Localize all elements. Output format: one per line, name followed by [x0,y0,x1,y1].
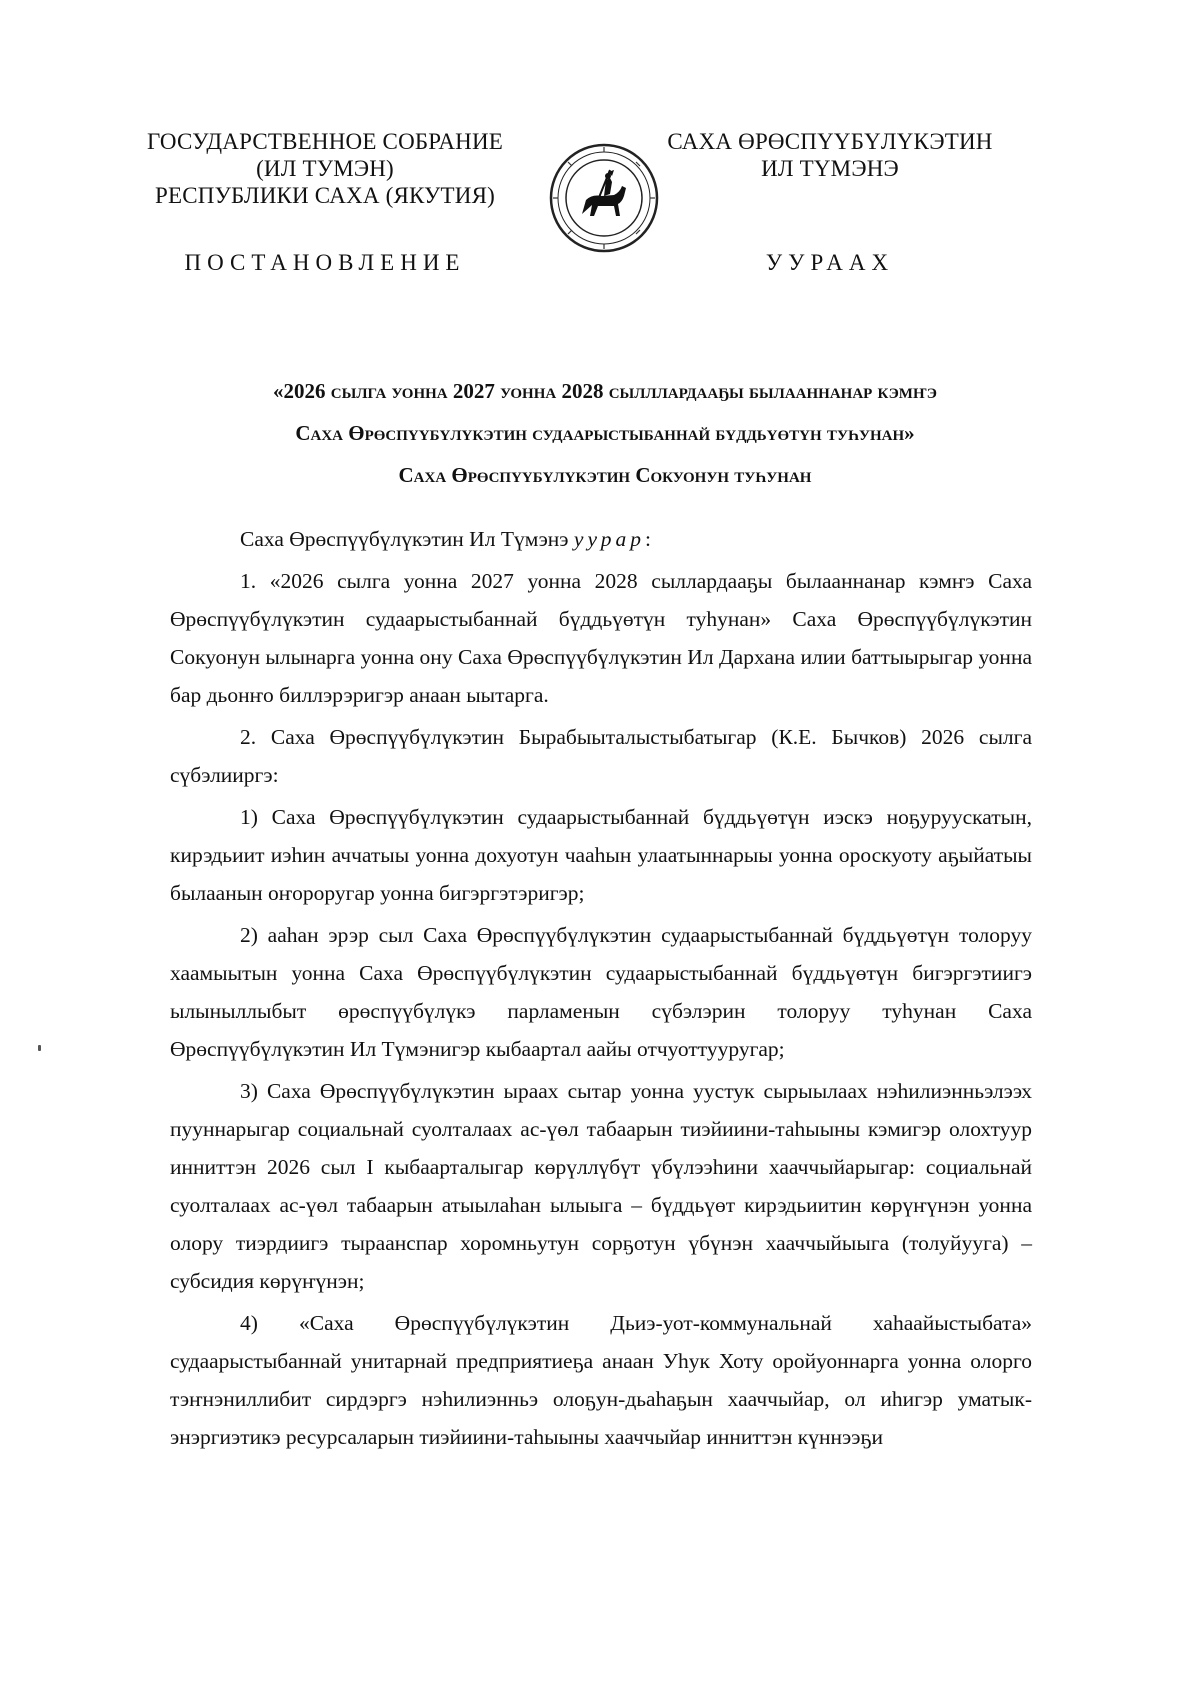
document-title [170,370,1040,496]
header-left-line-1: ГОСУДАРСТВЕННОЕ СОБРАНИЕ [146,129,504,154]
subitem-3: 3) Саха Өрөспүүбүлүкэтин ыраах сытар уонна уустук сырыылаах нэһилиэнньэлээх пууннарыгар социальнай суолталаах ас-үөл табаарын тиэйиини-таһыыны кэмигэр олохтуур инниттэн 2026 сыл I кыбаарталыгар көрүллүбүт үбүлээһини хааччыйарыгар: социальнай суолталаах ас-үөл табаарын атыылаһан ылыыга – бүддьүөт кирэдьиитин көрүҥүнэн уонна олору тиэрдиигэ тыраанспар хоромньутун сорҕотун үбүнэн хааччыйыыга (толуйууга) – субсидия көрүҥүнэн; [170,1079,1032,1293]
header-right-line-1: САХА ӨРӨСПҮҮБҮЛҮКЭТИН [667,129,993,154]
header-left [140,128,510,209]
header-right-line-2: ИЛ ТҮМЭНЭ [761,156,899,181]
subitem-4: 4) «Саха Өрөспүүбүлүкэтин Дьиэ-уот-коммунальнай хаһаайыстыбата» судаарыстыбаннай унитарнай предприятиеҕа анаан Уһук Хоту оройуоннарга уонна олорго тэҥнэниллибит сирдэргэ нэһилиэнньэ олоҕун-дьаһаҕын хааччыйар, ол иһигэр уматык-энэргиэтикэ ресурсаларын тиэйиини-таһыыны хааччыйар инниттэн күннээҕи [170,1311,1032,1449]
decree-label-ru: ПОСТАНОВЛЕНИЕ [184,250,466,275]
header-right [660,128,1000,182]
document-body [170,520,1032,1456]
title-line-2: Саха Өрөспүүбүлүкэтин судаарыстыбаннай бүддьүөтүн туһунан» [295,421,915,445]
scan-artifact [38,1045,41,1051]
subitem-1: 1) Саха Өрөспүүбүлүкэтин судаарыстыбаннай бүддьүөтүн иэскэ ноҕуруускатын, кирэдьиит иэһин аччатыы уонна дохуотун чааһын улаатыннарыы уонна ороскуоту аҕыйатыы былаанын оҥороругар уонна бигэргэтэригэр; [170,805,1032,905]
header-left-line-3: РЕСПУБЛИКИ САХА (ЯКУТИЯ) [154,183,496,208]
subitem-2: 2) ааһан эрэр сыл Саха Өрөспүүбүлүкэтин судаарыстыбаннай бүддьүөтүн толоруу хаамыытын уонна Саха Өрөспүүбүлүкэтин судаарыстыбаннай бүддьүөтүн бигэргэтиигэ ылыныллыбыт өрөспүүбүлүкэ парламенын сүбэлэрин толоруу туһунан Саха Өрөспүүбүлүкэтин Ил Түмэнигэр кыбаартал аайы отчуоттууругар; [170,923,1032,1061]
title-line-3: Саха Өрөспүүбүлүкэтин Сокуонун туһунан [398,463,812,487]
intro-verb: уурар [573,527,645,551]
paragraph-2: 2. Саха Өрөспүүбүлүкэтин Бырабыыталыстыбатыгар (К.Е. Бычков) 2026 сылга сүбэлииргэ: [170,725,1032,787]
emblem-icon [548,142,660,254]
intro-colon: : [644,527,651,551]
paragraph-1: 1. «2026 сылга уонна 2027 уонна 2028 сыллардааҕы былааннанар кэмҥэ Саха Өрөспүүбүлүкэтин судаарыстыбаннай бүддьүөтүн туһунан» Саха Өрөспүүбүлүкэтин Сокуонун ылынарга уонна ону Саха Өрөспүүбүлүкэтин Ил Дархана илии баттыырыгар уонна бар дьонҥо биллэрэригэр анаан ыытарга. [170,569,1032,707]
intro-paragraph [170,520,1032,558]
header-left-line-2: (ИЛ ТУМЭН) [256,156,394,181]
intro-text: Саха Өрөспүүбүлүкэтин Ил Түмэнэ [240,527,569,551]
decree-label-sakha: УУРААХ [765,250,895,275]
title-line-1: «2026 сылга уонна 2027 уонна 2028 сылллардааҕы былааннанар кэмҥэ [273,379,937,403]
